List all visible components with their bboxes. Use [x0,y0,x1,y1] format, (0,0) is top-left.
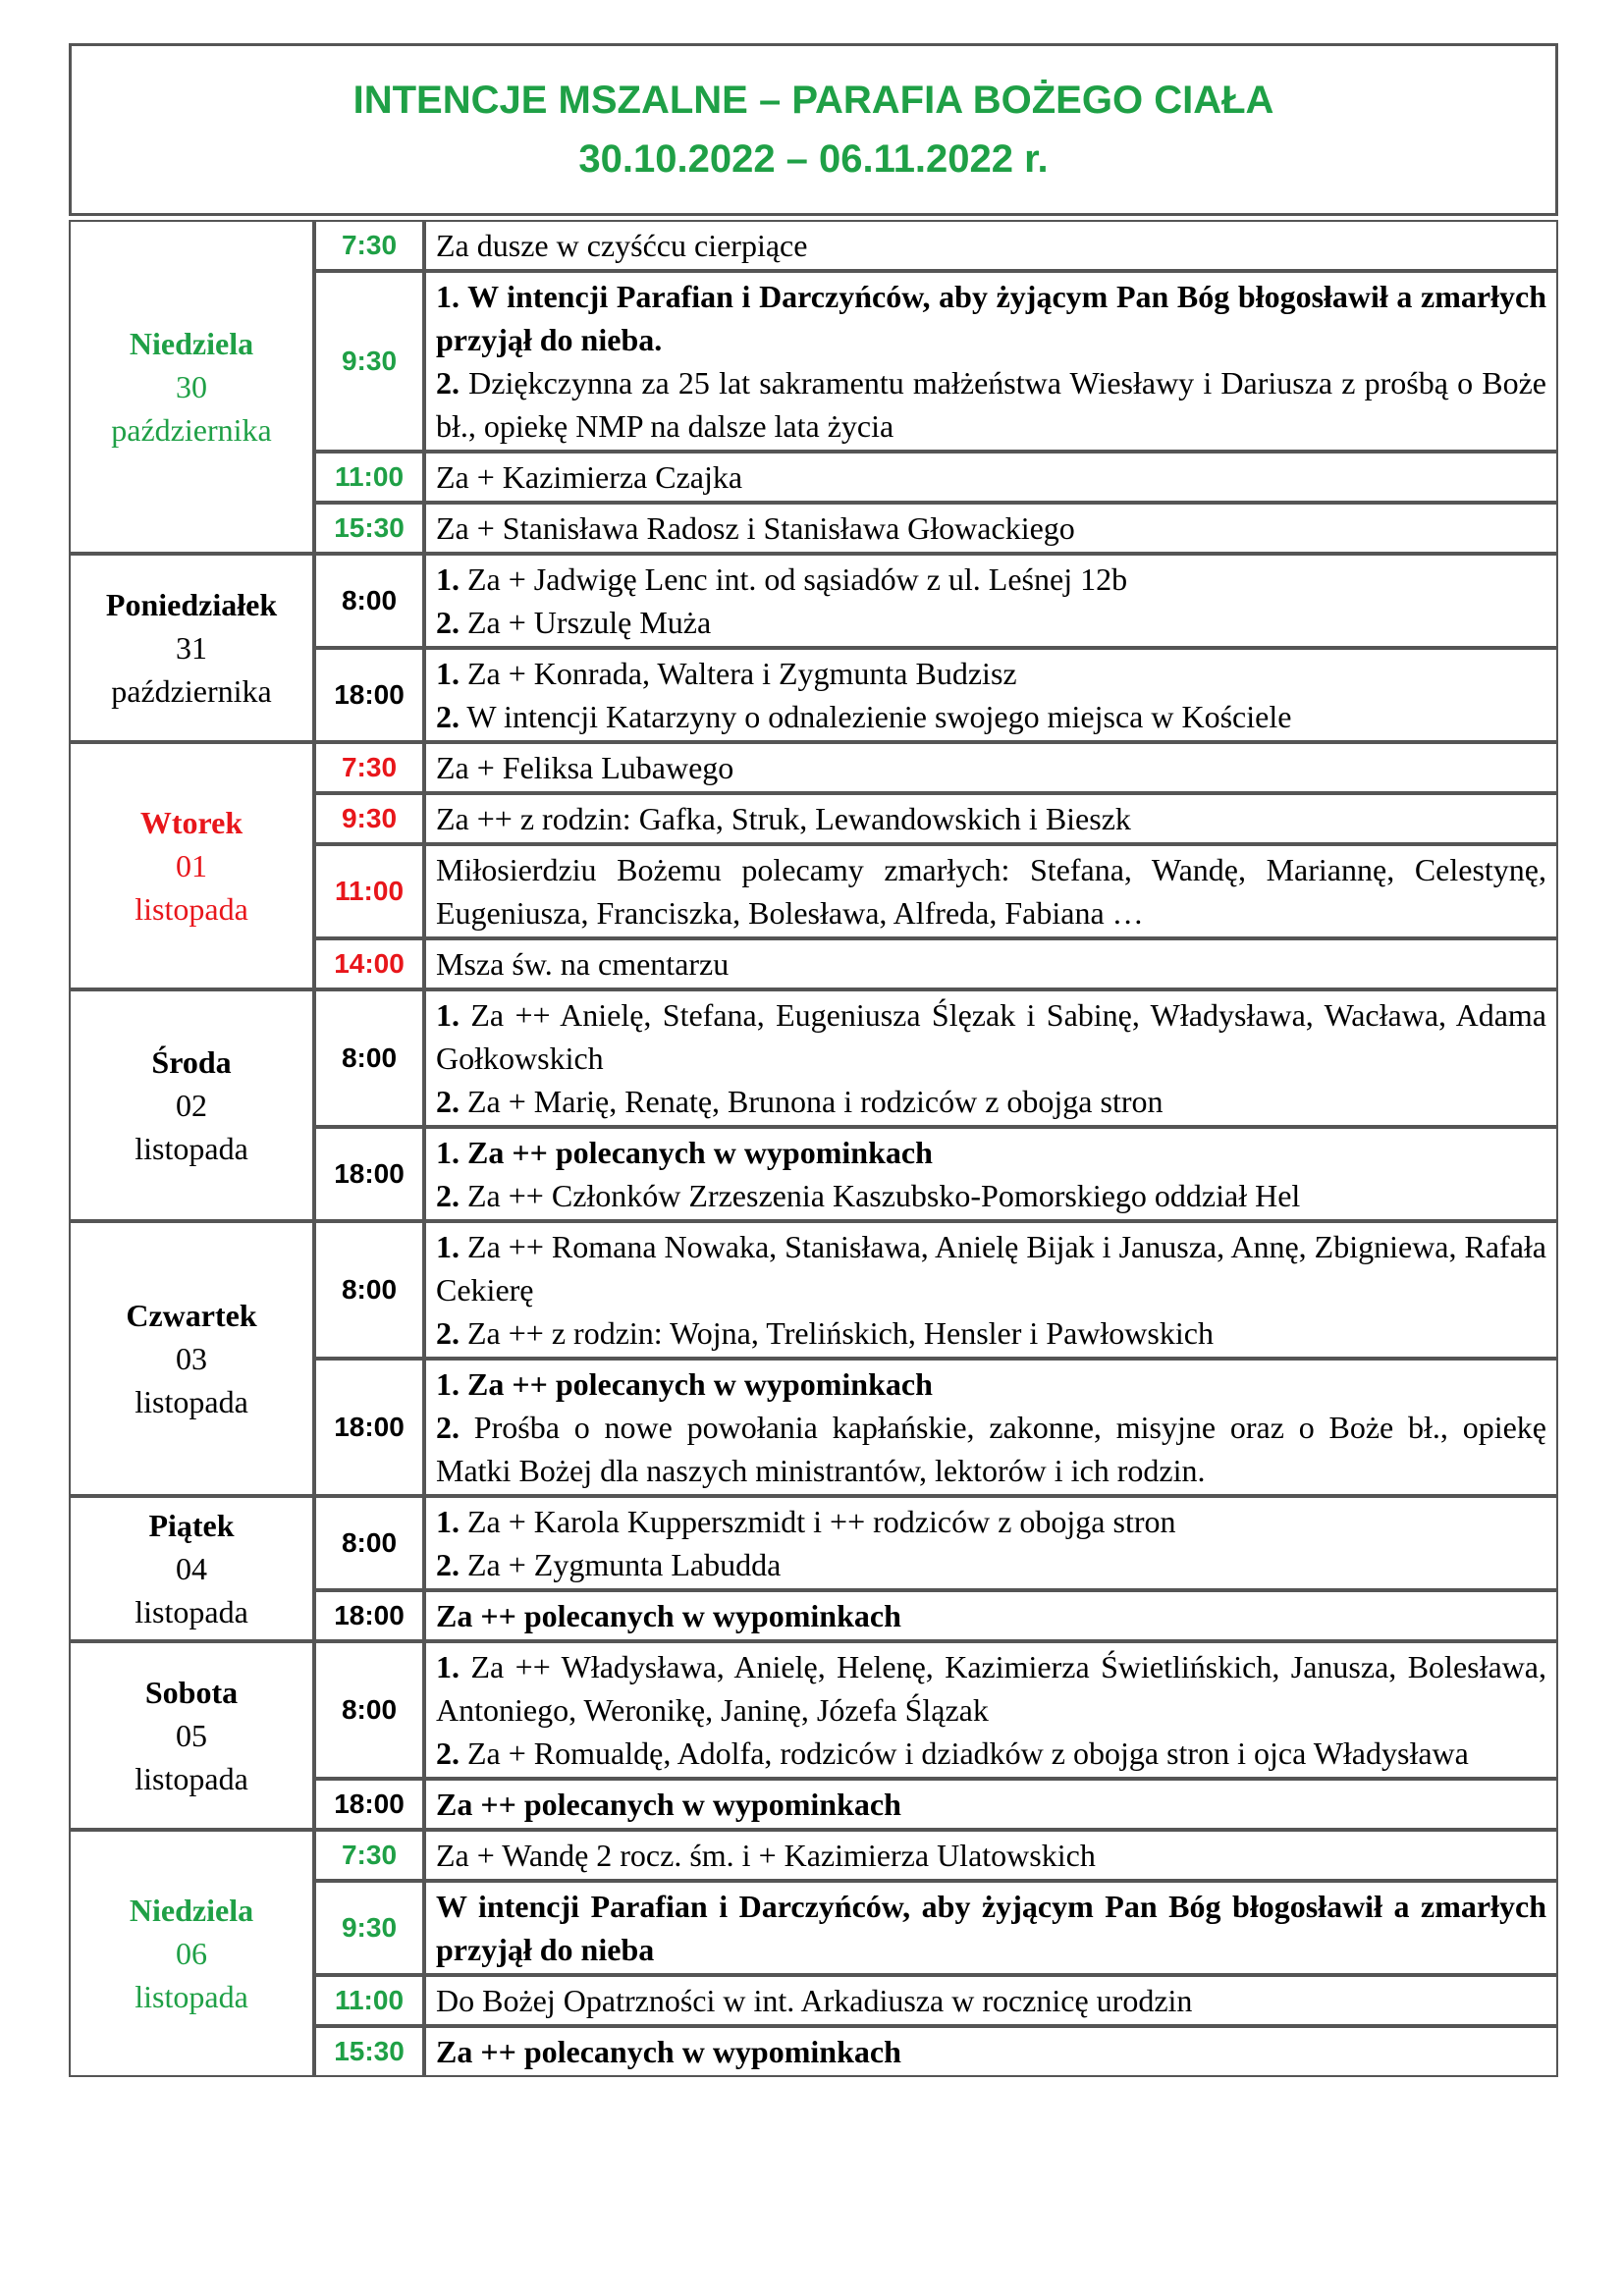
intention-text: Za + Jadwigę Lenc int. od sąsiadów z ul. Leśnej 12b [467,561,1128,597]
day-name: Niedziela [129,326,254,361]
mass-time: 18:00 [314,1779,424,1830]
intention-text: Za ++ z rodzin: Gafka, Struk, Lewandowskich i Bieszk [436,801,1131,836]
day-month: listopada [135,1384,248,1419]
day-month: listopada [135,891,248,927]
title-line-2: 30.10.2022 – 06.11.2022 r. [578,137,1049,181]
day-num: 01 [176,848,207,883]
intention-number: 1. [436,1366,460,1402]
day-name: Poniedziałek [105,587,278,622]
intention-line [436,848,1546,934]
mass-intention [424,2026,1558,2077]
day-name: Niedziela [129,1893,254,1928]
day-name: Czwartek [126,1298,257,1333]
mass-time: 14:00 [314,938,424,989]
intention-text: Za ++ Władysława, Anielę, Helenę, Kazimierza Świetlińskich, Janusza, Bolesława, Antoniego, Weronikę, Janinę, Józefa Ślązak [436,1649,1547,1728]
day-month: listopada [135,1131,248,1166]
day-num: 02 [176,1088,207,1123]
mass-intention [424,220,1558,271]
mass-time: 18:00 [314,648,424,742]
mass-time: 8:00 [314,1221,424,1359]
intention-number: 1. [436,1229,460,1264]
intention-text: W intencji Katarzyny o odnalezienie swojego miejsca w Kościele [466,699,1292,734]
mass-time: 7:30 [314,742,424,793]
mass-intention [424,1221,1558,1359]
day-name: Środa [151,1044,232,1080]
intention-line [436,1362,1546,1406]
mass-time: 7:30 [314,220,424,271]
mass-intention [424,793,1558,844]
day-month: października [111,673,272,709]
intention-text: Msza św. na cmentarzu [436,946,730,982]
intention-text: Za dusze w czyśćcu cierpiące [436,228,808,263]
day-month: listopada [135,1594,248,1629]
mass-time: 11:00 [314,844,424,938]
intention-number: 2. [436,605,460,640]
intention-line [436,746,1546,789]
intention-line [436,942,1546,986]
intention-line [436,2030,1546,2073]
mass-intention [424,1641,1558,1779]
mass-row [69,742,1558,793]
day-cell [69,1830,314,2077]
mass-row [69,220,1558,271]
intention-text: W intencji Parafian i Darczyńców, aby żyjącym Pan Bóg błogosławił a zmarłych przyjął do nieba [436,1889,1546,1967]
mass-intention [424,503,1558,554]
mass-time: 8:00 [314,1641,424,1779]
intention-line [436,224,1546,267]
mass-intention [424,1881,1558,1975]
mass-row [69,1641,1558,1779]
intention-text: Za ++ polecanych w wypominkach [467,1135,933,1170]
intention-text: Za + Karola Kupperszmidt i ++ rodziców z obojga stron [467,1504,1176,1539]
day-month: października [111,412,272,448]
intention-line [436,1732,1546,1775]
intention-line [436,1783,1546,1826]
intention-line [436,1500,1546,1543]
day-name: Sobota [144,1675,239,1710]
mass-row [69,1830,1558,1881]
mass-intention [424,844,1558,938]
intention-number: 1. [436,997,460,1033]
intention-text: Do Bożej Opatrzności w int. Arkadiusza w rocznicę urodzin [436,1983,1193,2018]
day-cell [69,742,314,989]
intention-text: Dziękczynna za 25 lat sakramentu małżeństwa Wiesławy i Dariusza z prośbą o Boże bł., opiekę NMP na dalsze lata życia [436,365,1547,444]
intention-line [436,1885,1546,1971]
intention-line [436,361,1546,448]
mass-time: 8:00 [314,1496,424,1590]
mass-row [69,1221,1558,1359]
intention-line [436,993,1546,1080]
intention-line [436,1543,1546,1586]
intention-text: Za ++ polecanych w wypominkach [436,1787,901,1822]
intention-line [436,1174,1546,1217]
mass-time: 9:30 [314,271,424,452]
intention-text: Miłosierdziu Bożemu polecamy zmarłych: Stefana, Wandę, Mariannę, Celestynę, Eugeniusza, Franciszka, Bolesława, Alfreda, Fabiana … [436,852,1546,931]
intention-number: 1. [436,279,460,314]
mass-intention [424,1779,1558,1830]
intention-text: Za + Wandę 2 rocz. śm. i + Kazimierza Ulatowskich [436,1838,1096,1873]
mass-time: 18:00 [314,1359,424,1496]
mass-time: 9:30 [314,1881,424,1975]
mass-time: 11:00 [314,1975,424,2026]
intention-text: Za ++ z rodzin: Wojna, Trelińskich, Hensler i Pawłowskich [467,1315,1214,1351]
mass-time: 9:30 [314,793,424,844]
mass-intention [424,1590,1558,1641]
mass-time: 7:30 [314,1830,424,1881]
intention-line [436,695,1546,738]
mass-intention [424,648,1558,742]
intention-text: Za + Urszulę Muża [467,605,712,640]
intention-text: Za + Marię, Renatę, Brunona i rodziców z obojga stron [467,1084,1164,1119]
intention-text: Za ++ Anielę, Stefana, Eugeniusza Ślęzak i Sabinę, Władysława, Wacława, Adama Gołkowskich [436,997,1547,1076]
mass-row [69,989,1558,1127]
intention-line [436,1311,1546,1355]
mass-intention [424,452,1558,503]
intention-number: 2. [436,1410,460,1445]
mass-intention [424,938,1558,989]
day-cell [69,1496,314,1641]
intention-text: W intencji Parafian i Darczyńców, aby żyjącym Pan Bóg błogosławił a zmarłych przyjął do nieba. [436,279,1547,357]
mass-time: 18:00 [314,1590,424,1641]
intention-line [436,1979,1546,2022]
intention-line [436,652,1546,695]
day-num: 31 [176,630,207,666]
intention-text: Za ++ polecanych w wypominkach [436,2034,901,2069]
mass-time: 15:30 [314,503,424,554]
mass-intention [424,1127,1558,1221]
intention-number: 2. [436,1735,460,1771]
intention-number: 2. [436,1178,460,1213]
title-line-1: INTENCJE MSZALNE – PARAFIA BOŻEGO CIAŁA [352,79,1274,122]
intention-number: 1. [436,1649,460,1684]
intention-text: Za + Konrada, Waltera i Zygmunta Budzisz [467,656,1017,691]
intention-number: 2. [436,365,460,400]
intention-line [436,558,1546,601]
day-month: listopada [135,1979,248,2014]
day-num: 06 [176,1936,207,1971]
intention-text: Za ++ polecanych w wypominkach [467,1366,933,1402]
intention-line [436,455,1546,499]
mass-time: 8:00 [314,989,424,1127]
mass-time: 8:00 [314,554,424,648]
mass-row [69,554,1558,648]
day-cell [69,1221,314,1496]
intention-number: 1. [436,1135,460,1170]
mass-row [69,1496,1558,1590]
intention-line [436,1834,1546,1877]
intention-line [436,797,1546,840]
intention-number: 2. [436,1547,460,1582]
page-title [69,43,1558,216]
intention-line [436,1131,1546,1174]
intention-line [436,1594,1546,1637]
mass-time: 11:00 [314,452,424,503]
day-cell [69,220,314,554]
intention-number: 2. [436,1084,460,1119]
mass-intention [424,271,1558,452]
day-month: listopada [135,1761,248,1796]
intention-number: 2. [436,1315,460,1351]
intention-text: Za ++ Romana Nowaka, Stanisława, Anielę Bijak i Janusza, Annę, Zbigniewa, Rafała Cekierę [436,1229,1547,1308]
intention-text: Za + Feliksa Lubawego [436,750,734,785]
mass-time: 18:00 [314,1127,424,1221]
mass-time: 15:30 [314,2026,424,2077]
mass-intention [424,554,1558,648]
mass-intention [424,989,1558,1127]
day-num: 03 [176,1341,207,1376]
intention-number: 2. [436,699,460,734]
intention-number: 1. [436,1504,460,1539]
day-cell [69,1641,314,1830]
intention-line [436,1645,1546,1732]
mass-intention [424,1830,1558,1881]
mass-intention [424,1496,1558,1590]
intention-line [436,1080,1546,1123]
day-num: 05 [176,1718,207,1753]
intention-line [436,1406,1546,1492]
mass-intention [424,1359,1558,1496]
mass-intentions-sheet [69,43,1558,2077]
intention-number: 1. [436,561,460,597]
intention-line [436,601,1546,644]
day-cell [69,554,314,742]
intention-line [436,275,1546,361]
intention-text: Za + Kazimierza Czajka [436,459,743,495]
intention-text: Za ++ polecanych w wypominkach [436,1598,901,1633]
intention-text: Za + Zygmunta Labudda [467,1547,782,1582]
intention-text: Za + Stanisława Radosz i Stanisława Głowackiego [436,510,1075,546]
intention-text: Prośba o nowe powołania kapłańskie, zakonne, misyjne oraz o Boże bł., opiekę Matki Bożej dla naszych ministrantów, lektorów i ich rodzin. [436,1410,1547,1488]
intention-text: Za + Romualdę, Adolfa, rodziców i dziadków z obojga stron i ojca Władysława [467,1735,1469,1771]
intention-text: Za ++ Członków Zrzeszenia Kaszubsko-Pomorskiego oddział Hel [467,1178,1301,1213]
intention-number: 1. [436,656,460,691]
intention-line [436,1225,1546,1311]
mass-intention [424,1975,1558,2026]
day-num: 30 [176,369,207,404]
mass-intention [424,742,1558,793]
day-name: Piątek [148,1508,235,1543]
header-table [69,43,1558,216]
schedule-table [69,220,1558,2077]
day-name: Wtorek [139,805,244,840]
day-cell [69,989,314,1221]
intention-line [436,507,1546,550]
day-num: 04 [176,1551,207,1586]
